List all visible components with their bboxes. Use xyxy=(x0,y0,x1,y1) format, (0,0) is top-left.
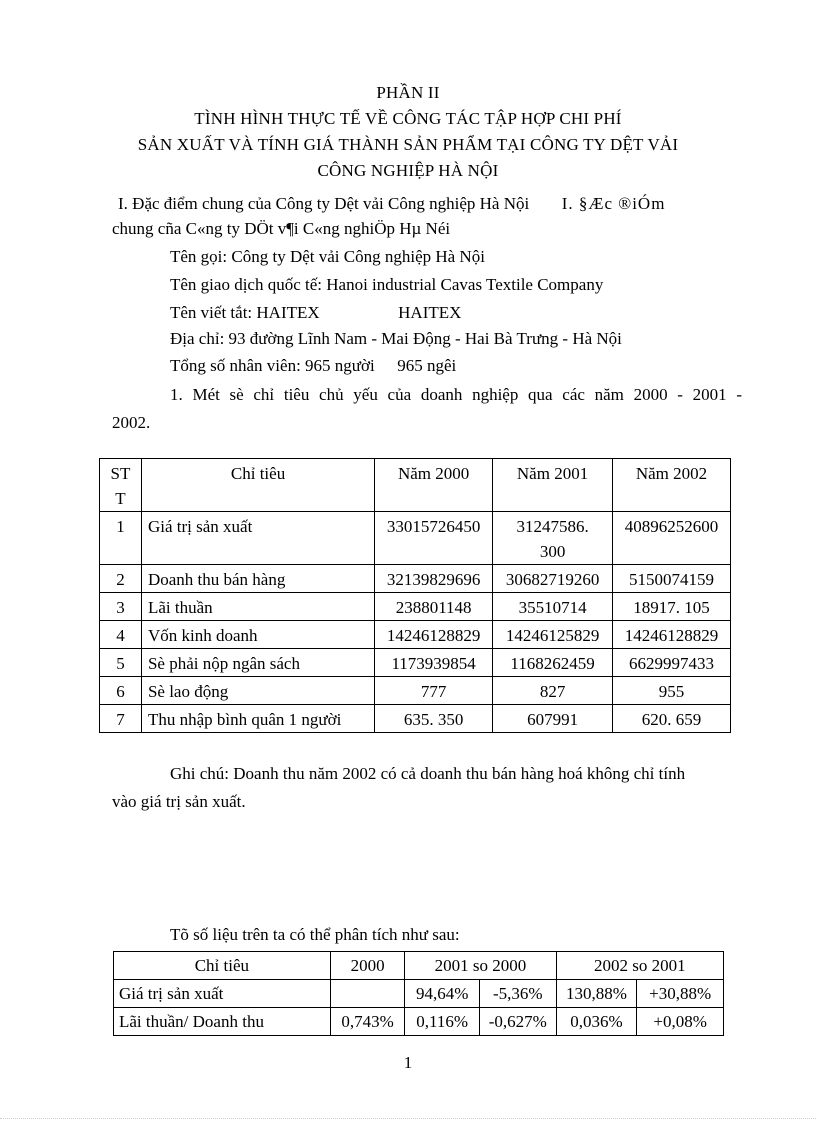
cell-2000: 0,743% xyxy=(330,1008,405,1036)
page-bottom-edge xyxy=(0,1118,816,1124)
table-header-row xyxy=(114,952,724,980)
cell-2002: 6629997433 xyxy=(613,649,731,677)
staff-count-duplicate: 965 ngêi xyxy=(397,356,457,375)
cell-2001: 14246125829 xyxy=(493,621,613,649)
header-2000: 2000 xyxy=(330,952,405,980)
short-name-line xyxy=(170,301,461,325)
cell-2000: 1173939854 xyxy=(375,649,493,677)
section-title: I. Đặc điểm chung của Công ty Dệt vải Công nghiệp Hà Nội xyxy=(118,194,530,213)
cell-2002: 14246128829 xyxy=(613,621,731,649)
cell-item: Lãi thuần xyxy=(141,593,374,621)
cell-2001-change: -0,627% xyxy=(479,1008,556,1036)
indicators-table xyxy=(99,458,731,733)
note-line-1: Ghi chú: Doanh thu năm 2002 có cả doanh thu bán hàng hoá không chỉ tính xyxy=(170,764,686,783)
section-title-garbled-line-2: chung cña C«ng ty DÖt v¶i C«ng nghiÖp Hµ Néi xyxy=(112,219,451,238)
header-2001-vs-2000: 2001 so 2000 xyxy=(405,952,556,980)
cell-item: Thu nhập bình quân 1 người xyxy=(141,705,374,733)
cell-item: Sè lao động xyxy=(141,677,374,705)
cell-2002-change: +0,08% xyxy=(637,1008,724,1036)
cell-stt: 3 xyxy=(100,593,142,621)
heading-line-3: CÔNG NGHIỆP HÀ NỘI xyxy=(317,161,499,180)
cell-stt: 6 xyxy=(100,677,142,705)
cell-2001: 827 xyxy=(493,677,613,705)
cell-2002: 620. 659 xyxy=(613,705,731,733)
cell-2002: 40896252600 xyxy=(613,512,731,565)
table-row xyxy=(100,677,731,705)
analysis-intro: Tõ số liệu trên ta có thể phân tích như sau: xyxy=(170,925,460,944)
table-row xyxy=(100,593,731,621)
cell-stt: 1 xyxy=(100,512,142,565)
cell-2001: 31247586. 300 xyxy=(493,512,613,565)
cell-2000: 635. 350 xyxy=(375,705,493,733)
intro-line-1: 1. Mét sè chỉ tiêu chủ yếu của doanh nghiệp qua các năm 2000 - 2001 - xyxy=(170,385,742,404)
header-2000: Năm 2000 xyxy=(375,459,493,512)
section-title-line xyxy=(118,192,665,216)
company-name: Tên gọi: Công ty Dệt vải Công nghiệp Hà Nội xyxy=(170,247,485,266)
table-row xyxy=(114,980,724,1008)
table-row xyxy=(100,512,731,565)
short-name: Tên viết tắt: HAITEX xyxy=(170,303,320,322)
cell-item: Giá trị sản xuất xyxy=(114,980,331,1008)
cell-2001-change: -5,36% xyxy=(479,980,556,1008)
table-row xyxy=(100,649,731,677)
document-heading xyxy=(0,80,816,184)
cell-2002-change: +30,88% xyxy=(637,980,724,1008)
staff-line xyxy=(170,354,456,378)
cell-2001: 1168262459 xyxy=(493,649,613,677)
cell-2000: 33015726450 xyxy=(375,512,493,565)
cell-2000: 238801148 xyxy=(375,593,493,621)
cell-2000: 14246128829 xyxy=(375,621,493,649)
cell-stt: 7 xyxy=(100,705,142,733)
trade-name: Tên giao dịch quốc tế: Hanoi industrial Cavas Textile Company xyxy=(170,275,604,294)
header-item: Chỉ tiêu xyxy=(141,459,374,512)
header-2002: Năm 2002 xyxy=(613,459,731,512)
cell-2001-ratio: 94,64% xyxy=(405,980,480,1008)
cell-item: Vốn kinh doanh xyxy=(141,621,374,649)
cell-item: Sè phải nộp ngân sách xyxy=(141,649,374,677)
staff-count: Tổng số nhân viên: 965 người xyxy=(170,356,375,375)
section-title-garbled: I. §Æc ®iÓm xyxy=(561,194,666,213)
note-line-2: vào giá trị sản xuất. xyxy=(112,792,246,811)
table-header-row xyxy=(100,459,731,512)
cell-2002: 5150074159 xyxy=(613,565,731,593)
cell-item: Doanh thu bán hàng xyxy=(141,565,374,593)
short-name-duplicate: HAITEX xyxy=(398,303,462,322)
analysis-table xyxy=(113,951,724,1036)
table-row xyxy=(100,705,731,733)
table-row xyxy=(114,1008,724,1036)
heading-line-2: SẢN XUẤT VÀ TÍNH GIÁ THÀNH SẢN PHẨM TẠI CÔNG TY DỆT VẢI xyxy=(137,135,679,154)
cell-stt: 4 xyxy=(100,621,142,649)
table-row xyxy=(100,565,731,593)
address: Địa chỉ: 93 đường Lĩnh Nam - Mai Động - Hai Bà Trưng - Hà Nội xyxy=(170,329,622,348)
cell-item: Giá trị sản xuất xyxy=(141,512,374,565)
header-2002-vs-2001: 2002 so 2001 xyxy=(556,952,723,980)
cell-2002: 955 xyxy=(613,677,731,705)
cell-2001: 35510714 xyxy=(493,593,613,621)
cell-2002-ratio: 130,88% xyxy=(556,980,637,1008)
cell-2001-ratio: 0,116% xyxy=(405,1008,480,1036)
cell-2001: 30682719260 xyxy=(493,565,613,593)
page-number: 1 xyxy=(403,1053,413,1072)
cell-2002-ratio: 0,036% xyxy=(556,1008,637,1036)
part-title: PHẦN II xyxy=(376,83,440,102)
cell-2001: 607991 xyxy=(493,705,613,733)
table-row xyxy=(100,621,731,649)
cell-stt: 5 xyxy=(100,649,142,677)
cell-2000 xyxy=(330,980,405,1008)
header-stt: ST T xyxy=(100,459,142,512)
intro-line-2: 2002. xyxy=(112,413,151,432)
cell-2000: 32139829696 xyxy=(375,565,493,593)
cell-2000: 777 xyxy=(375,677,493,705)
heading-line-1: TÌNH HÌNH THỰC TẾ VỀ CÔNG TÁC TẬP HỢP CHI PHÍ xyxy=(194,109,622,128)
cell-2002: 18917. 105 xyxy=(613,593,731,621)
header-item: Chỉ tiêu xyxy=(114,952,331,980)
cell-stt: 2 xyxy=(100,565,142,593)
cell-item: Lãi thuần/ Doanh thu xyxy=(114,1008,331,1036)
header-2001: Năm 2001 xyxy=(493,459,613,512)
